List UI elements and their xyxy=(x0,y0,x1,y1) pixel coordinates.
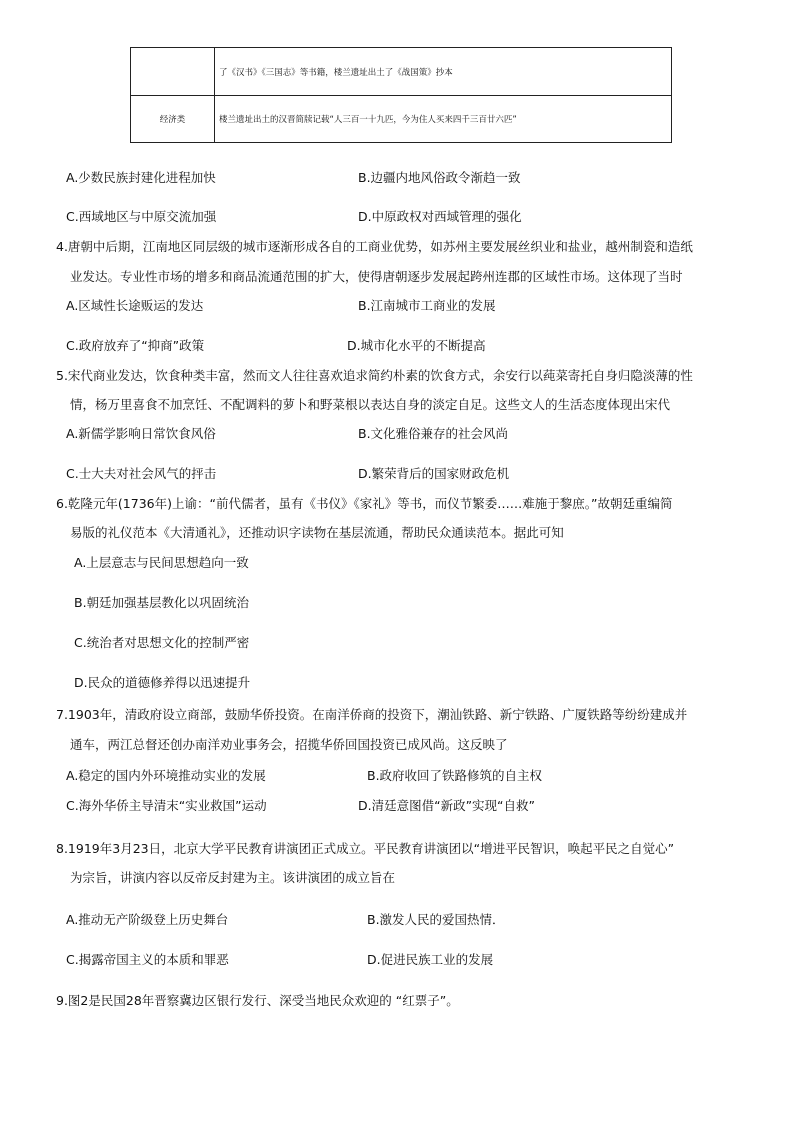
q7-option-a: A.稳定的国内外环境推动实业的发展 xyxy=(66,768,266,783)
q4-stem-line-1: 4.唐朝中后期，江南地区同层级的城市逐渐形成各自的工商业优势，如苏州主要发展丝织业和盐业，越州制瓷和造纸 xyxy=(56,239,693,254)
q3-option-b: B.边疆内地风俗政令渐趋一致 xyxy=(358,170,521,185)
table-row xyxy=(131,96,672,143)
q5-stem-line-1: 5.宋代商业发达，饮食种类丰富，然而文人往往喜欢追求简约朴素的饮食方式，余安行以莼菜寄托自身归隐淡薄的性 xyxy=(56,368,693,383)
q7-stem-line-2: 通车，两江总督还创办南洋劝业事务会，招揽华侨回国投资已成风尚。这反映了 xyxy=(70,737,508,752)
q7-option-c: C.海外华侨主导清末“实业救国”运动 xyxy=(66,798,267,813)
q6-stem-line-1: 6.乾隆元年(1736年)上谕：“前代儒者，虽有《书仪》《家礼》等书，而仪节繁委……难施于黎庶。”故朝廷重编简 xyxy=(56,496,673,511)
q6-stem-line-2: 易版的礼仪范本《大清通礼》，还推动识字读物在基层流通，帮助民众通读范本。据此可知 xyxy=(70,525,564,540)
q8-option-a: A.推动无产阶级登上历史舞台 xyxy=(66,912,229,927)
q8-option-c: C.揭露帝国主义的本质和罪恶 xyxy=(66,952,229,967)
q3-option-c: C.西域地区与中原交流加强 xyxy=(66,209,217,224)
table-category-cell: 经济类 xyxy=(131,96,215,143)
q5-stem-line-2: 情，杨万里喜食不加烹饪、不配调料的萝卜和野菜根以表达自身的淡定自足。这些文人的生活态度体现出宋代 xyxy=(70,397,671,412)
q4-option-a: A.区域性长途贩运的发达 xyxy=(66,298,204,313)
q9-stem-line-1: 9.图2是民国28年晋察冀边区银行发行、深受当地民众欢迎的 “红票子”。 xyxy=(56,993,459,1008)
q5-option-b: B.文化雅俗兼存的社会风尚 xyxy=(358,426,509,441)
q5-option-d: D.繁荣背后的国家财政危机 xyxy=(358,466,510,481)
q7-stem-line-1: 7.1903年，清政府设立商部，鼓励华侨投资。在南洋侨商的投资下，潮汕铁路、新宁铁路、广厦铁路等纷纷建成并 xyxy=(56,707,688,722)
q7-option-b: B.政府收回了铁路修筑的自主权 xyxy=(367,768,543,783)
q8-option-b: B.激发人民的爱国热情． xyxy=(367,912,505,927)
q4-option-d: D.城市化水平的不断提高 xyxy=(347,338,486,353)
q8-stem-line-1: 8.1919年3月23日，北京大学平民教育讲演团正式成立。平民教育讲演团以“增进平民智识，唤起平民之自觉心” xyxy=(56,841,675,856)
q5-option-a: A.新儒学影响日常饮食风俗 xyxy=(66,426,216,441)
q4-option-b: B.江南城市工商业的发展 xyxy=(358,298,496,313)
table-content-cell: 楼兰遗址出土的汉晋简牍记载“人三百一十九匹，今为住人买来四千三百廿六匹” xyxy=(215,96,672,143)
q5-option-c: C.士大夫对社会风气的抨击 xyxy=(66,466,217,481)
q6-option-d: D.民众的道德修养得以迅速提升 xyxy=(74,675,251,690)
q7-option-d: D.清廷意图借“新政”实现“自救” xyxy=(358,798,536,813)
source-table xyxy=(130,47,672,143)
q6-option-c: C.统治者对思想文化的控制严密 xyxy=(74,635,250,650)
table-row xyxy=(131,48,672,96)
q8-option-d: D.促进民族工业的发展 xyxy=(367,952,494,967)
q8-stem-line-2: 为宗旨，讲演内容以反帝反封建为主。该讲演团的成立旨在 xyxy=(70,870,396,885)
q6-option-b: B.朝廷加强基层教化以巩固统治 xyxy=(74,595,250,610)
table-content-cell: 了《汉书》《三国志》等书籍，楼兰遗址出土了《战国策》抄本 xyxy=(215,48,672,96)
q4-stem-line-2: 业发达。专业性市场的增多和商品流通范围的扩大，使得唐朝逐步发展起跨州连郡的区域性市场。这体现了当时 xyxy=(70,269,683,284)
q3-option-d: D.中原政权对西域管理的强化 xyxy=(358,209,522,224)
table-category-cell xyxy=(131,48,215,96)
q6-option-a: A.上层意志与民间思想趋向一致 xyxy=(74,555,249,570)
q4-option-c: C.政府放弃了“抑商”政策 xyxy=(66,338,205,353)
q3-option-a: A.少数民族封建化进程加快 xyxy=(66,170,216,185)
